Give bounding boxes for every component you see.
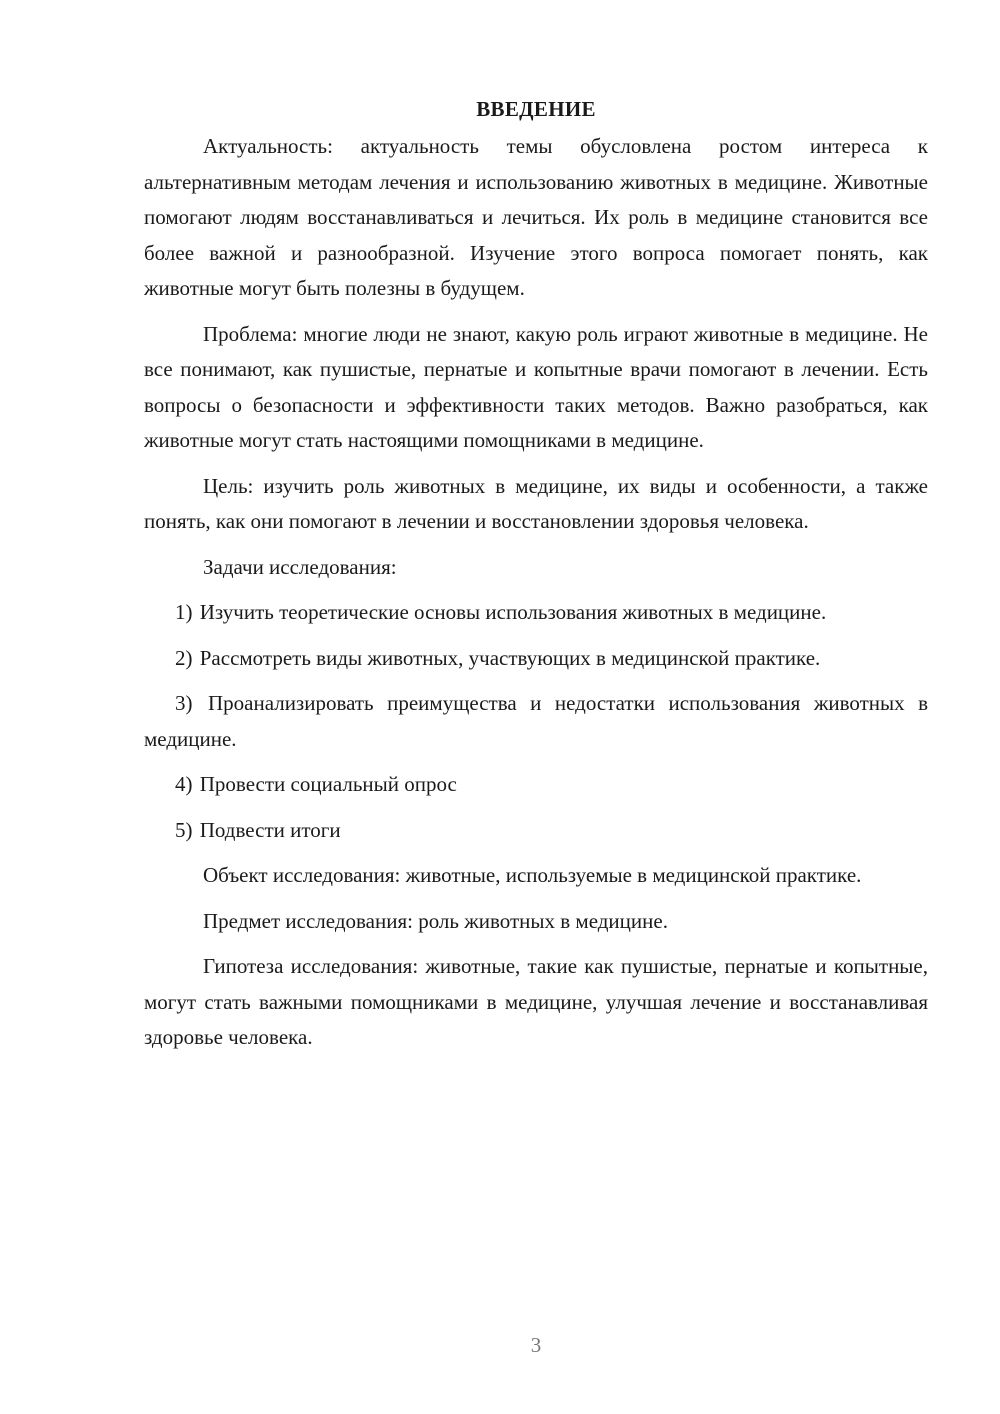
list-item-number: 1) <box>175 600 193 624</box>
page-title: ВВЕДЕНИЕ <box>476 97 596 121</box>
problem-paragraph: Проблема: многие люди не знают, какую роль играют животные в медицине. Не все понимают, как пушистые, пернатые и копытные врачи помогают в лечении. Есть вопросы о безопасности и эффективности таких методов. Важно разобраться, как животные могут стать настоящими помощниками в медицине. <box>144 321 928 452</box>
list-item-number: 2) <box>175 645 193 670</box>
list-item-text: Провести социальный опрос <box>199 772 457 796</box>
list-item <box>144 686 928 757</box>
list-item-number: 4) <box>175 772 193 796</box>
tasks-intro: Задачи исследования: <box>203 554 397 579</box>
page-number: 3 <box>530 1333 542 1357</box>
relevance-paragraph: Актуальность: актуальность темы обусловлена ростом интереса к альтернативным методам лечения и использованию животных в медицине. Животные помогают людям восстанавливаться и лечиться. Их роль в медицине становится все более важной и разнообразной. Изучение этого вопроса помогает понять, как животные могут быть полезны в будущем. <box>144 134 928 300</box>
list-item <box>144 767 928 803</box>
list-item-number: 3) <box>175 691 193 715</box>
hypothesis-paragraph: Гипотеза исследования: животные, такие как пушистые, пернатые и копытные, могут стать важными помощниками в медицине, улучшая лечение и восстанавливая здоровье человека. <box>144 954 928 1049</box>
page-content <box>144 92 928 1066</box>
list-item-text: Проанализировать преимущества и недостатки использования животных в медицине. <box>144 691 928 751</box>
list-item-text: Подвести итоги <box>199 817 341 842</box>
list-item <box>144 641 928 677</box>
tasks-list <box>144 595 928 848</box>
list-item-text: Изучить теоретические основы использования животных в медицине. <box>199 600 827 624</box>
list-item <box>144 595 928 631</box>
list-item-number: 5) <box>175 817 193 842</box>
subject-paragraph: Предмет исследования: роль животных в медицине. <box>203 908 668 933</box>
list-item <box>144 813 928 849</box>
object-paragraph: Объект исследования: животные, используемые в медицинской практике. <box>203 863 862 887</box>
list-item-text: Рассмотреть виды животных, участвующих в медицинской практике. <box>199 645 821 670</box>
goal-paragraph: Цель: изучить роль животных в медицине, их виды и особенности, а также понять, как они помогают в лечении и восстановлении здоровья человека. <box>144 473 928 533</box>
